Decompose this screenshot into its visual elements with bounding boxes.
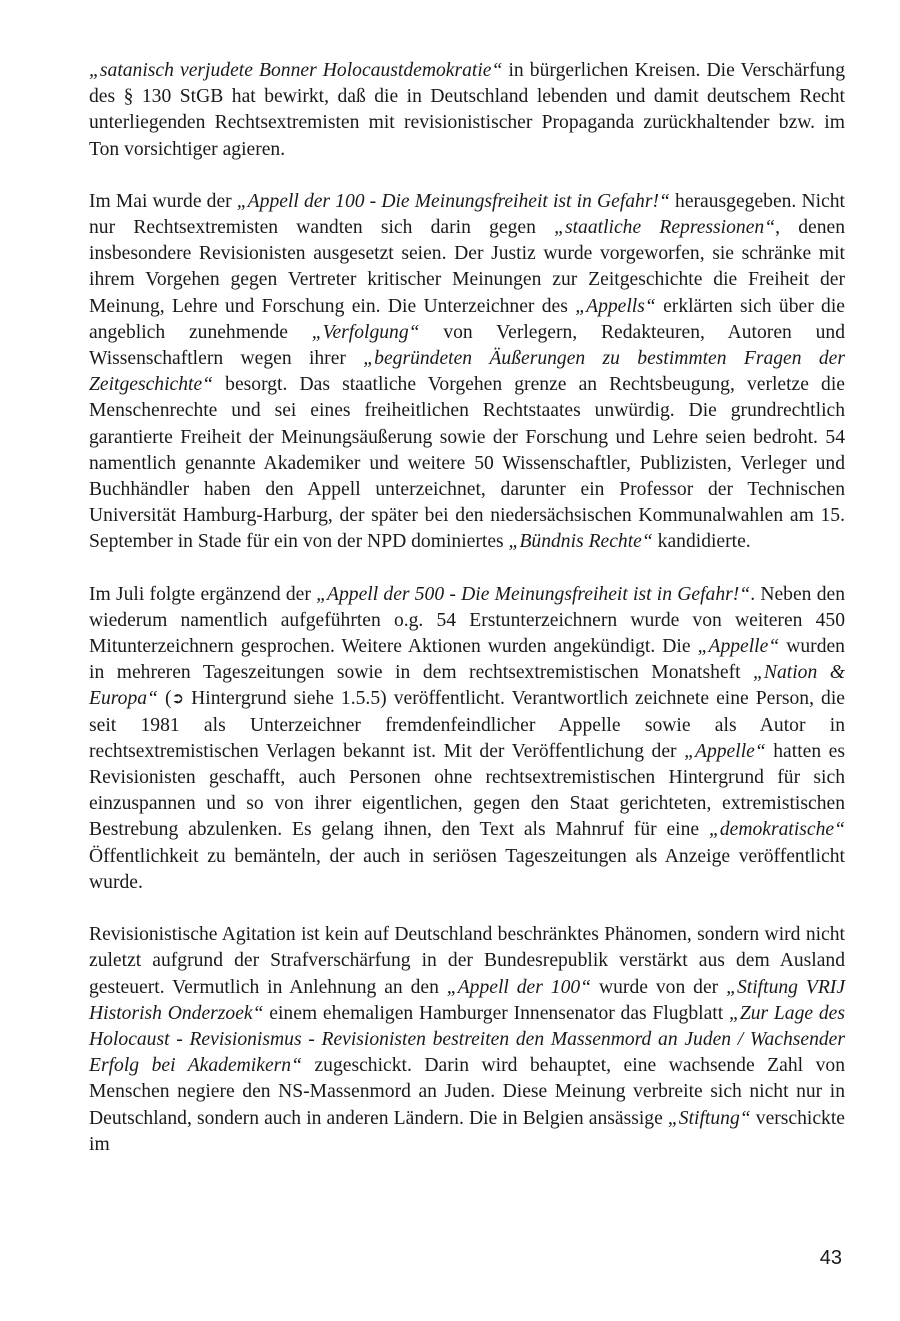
body-text: Öffentlichkeit zu bemänteln, der auch in seriösen Tageszeitungen als Anzeige veröffentlicht wurde. — [89, 845, 845, 893]
body-text: erklärten sich über die angeblich zunehmende — [89, 295, 845, 343]
body-text: Im Mai wurde der — [89, 190, 237, 212]
quote-italic: „staatliche Repressionen“ — [554, 217, 776, 239]
body-text: ( — [157, 688, 172, 710]
quote-italic: „Appell der 100“ — [446, 976, 592, 998]
quote-italic: „Appelle“ — [697, 636, 780, 658]
body-text: hatten es Revisionisten geschafft, auch Personen ohne rechtsextremistischen Hintergrund für sich einzuspannen und so von ihrer eigentlichen, gegen den Staat gerichteten, extremistischen Bestrebung abzulenken. Es gelang ihnen, den Text als Mahnruf für eine — [89, 740, 845, 841]
reference-arrow-icon: ➲ — [171, 689, 185, 708]
quote-italic: „Bündnis Rechte“ — [508, 531, 653, 553]
body-text: . Neben den wiederum namentlich aufgeführten o.g. 54 Erstunterzeichnern wurde von weiteren 450 Mitunterzeichnern gesprochen. Weitere Aktionen wurden angekündigt. Die — [89, 583, 845, 658]
body-text: kandidierte. — [652, 531, 751, 553]
quote-italic: „Stiftung VRIJ Historish Onderzoek“ — [89, 976, 846, 1024]
body-text: von Verlegern, Redakteuren, Autoren und Wissenschaftlern wegen ihrer — [89, 321, 845, 370]
paragraph-2 — [89, 189, 845, 556]
paragraph-4 — [89, 922, 845, 1158]
body-text: herausgegeben. Nicht nur Rechtsextremisten wandten sich darin gegen — [89, 190, 845, 239]
page-number: 43 — [819, 1247, 842, 1269]
quote-italic: „Nation & Europa“ — [89, 662, 846, 710]
body-text: wurden in mehreren Tageszeitungen sowie in dem rechtsextremistischen Monatsheft — [89, 636, 845, 684]
quote-italic: „Appell der 100 - Die Meinungsfreiheit ist in Gefahr!“ — [236, 190, 670, 212]
body-text: Hintergrund siehe 1.5.5) veröffentlicht. Verantwortlich zeichnete eine Person, die seit 1981 als Unterzeichner fremdenfeindlicher Appelle sowie als Autor in rechtsextremistischen Verlagen bekannt ist. Mit der Veröffentlichung der — [89, 688, 845, 762]
body-text: verschickte im — [89, 1107, 845, 1155]
body-text: in bürgerlichen Kreisen. Die Verschärfung des § 130 StGB hat bewirkt, daß die in Deutschland lebenden und damit deutschem Recht unterliegenden Rechtsextremisten mit revisionistischer Propaganda zurückhaltender bzw. im Ton vorsichtiger agieren. — [89, 60, 845, 160]
quote-italic: „Verfolgung“ — [311, 321, 420, 343]
body-text: zugeschickt. Darin wird behauptet, eine wachsende Zahl von Menschen negiere den NS-Massenmord an Juden. Diese Meinung verbreite sich nicht nur in Deutschland, sondern auch in anderen Ländern. Die in Belgien ansässige — [89, 1055, 846, 1129]
body-text: Im Juli folgte ergänzend der — [89, 583, 317, 605]
quote-italic: „Appells“ — [575, 295, 656, 317]
quote-italic: „begründeten Äußerungen zu bestimmten Fragen der Zeitgeschichte“ — [89, 348, 845, 396]
quote-italic: „Zur Lage des Holocaust - Revisionismus - Revisionisten bestreiten den Massenmord an Juden / Wachsender Erfolg bei Akademikern“ — [89, 1002, 845, 1077]
body-text: Revisionistische Agitation ist kein auf Deutschland beschränktes Phänomen, sondern wird nicht zuletzt aufgrund der Strafverschärfung in der Bundesrepublik verstärkt aus dem Ausland gesteuert. Vermutlich in Anlehnung an den — [89, 924, 845, 998]
quote-italic: „Appelle“ — [684, 740, 766, 762]
paragraph-1 — [89, 58, 845, 163]
body-text: , denen insbesondere Revisionisten ausgesetzt seien. Der Justiz wurde vorgeworfen, sie schränke mit ihrem Vorgehen gegen Vertreter kritischer Meinungen zur Zeitgeschichte die Freiheit der Meinung, Lehre und Forschung ein. Die Unterzeichner des — [89, 217, 845, 317]
quote-italic: „demokratische“ — [708, 819, 845, 841]
document-page — [89, 58, 845, 1158]
body-text: wurde von der — [591, 976, 727, 998]
quote-italic: „Stiftung“ — [667, 1107, 751, 1129]
body-text: besorgt. Das staatliche Vorgehen grenze an Rechtsbeugung, verletze die Menschenrechte und sei eines freiheitlichen Rechtstaates unwürdig. Die grundrechtlich garantierte Freiheit der Meinungsäußerung sowie der Forschung und Lehre seien bedroht. 54 namentlich genannte Akademiker und weitere 50 Wissenschaftler, Publizisten, Verleger und Buchhändler haben den Appell unterzeichnet, darunter ein Professor der Technischen Universität Hamburg-Harburg, der später bei den niedersächsischen Kommunalwahlen am 15. September in Stade für ein von der NPD dominiertes — [89, 374, 845, 553]
body-text: einem ehemaligen Hamburger Innensenator das Flugblatt — [263, 1002, 729, 1024]
paragraph-3 — [89, 582, 845, 896]
quote-italic: „satanisch verjudete Bonner Holocaustdemokratie“ — [89, 60, 503, 81]
quote-italic: „Appell der 500 - Die Meinungsfreiheit ist in Gefahr!“ — [316, 583, 751, 605]
